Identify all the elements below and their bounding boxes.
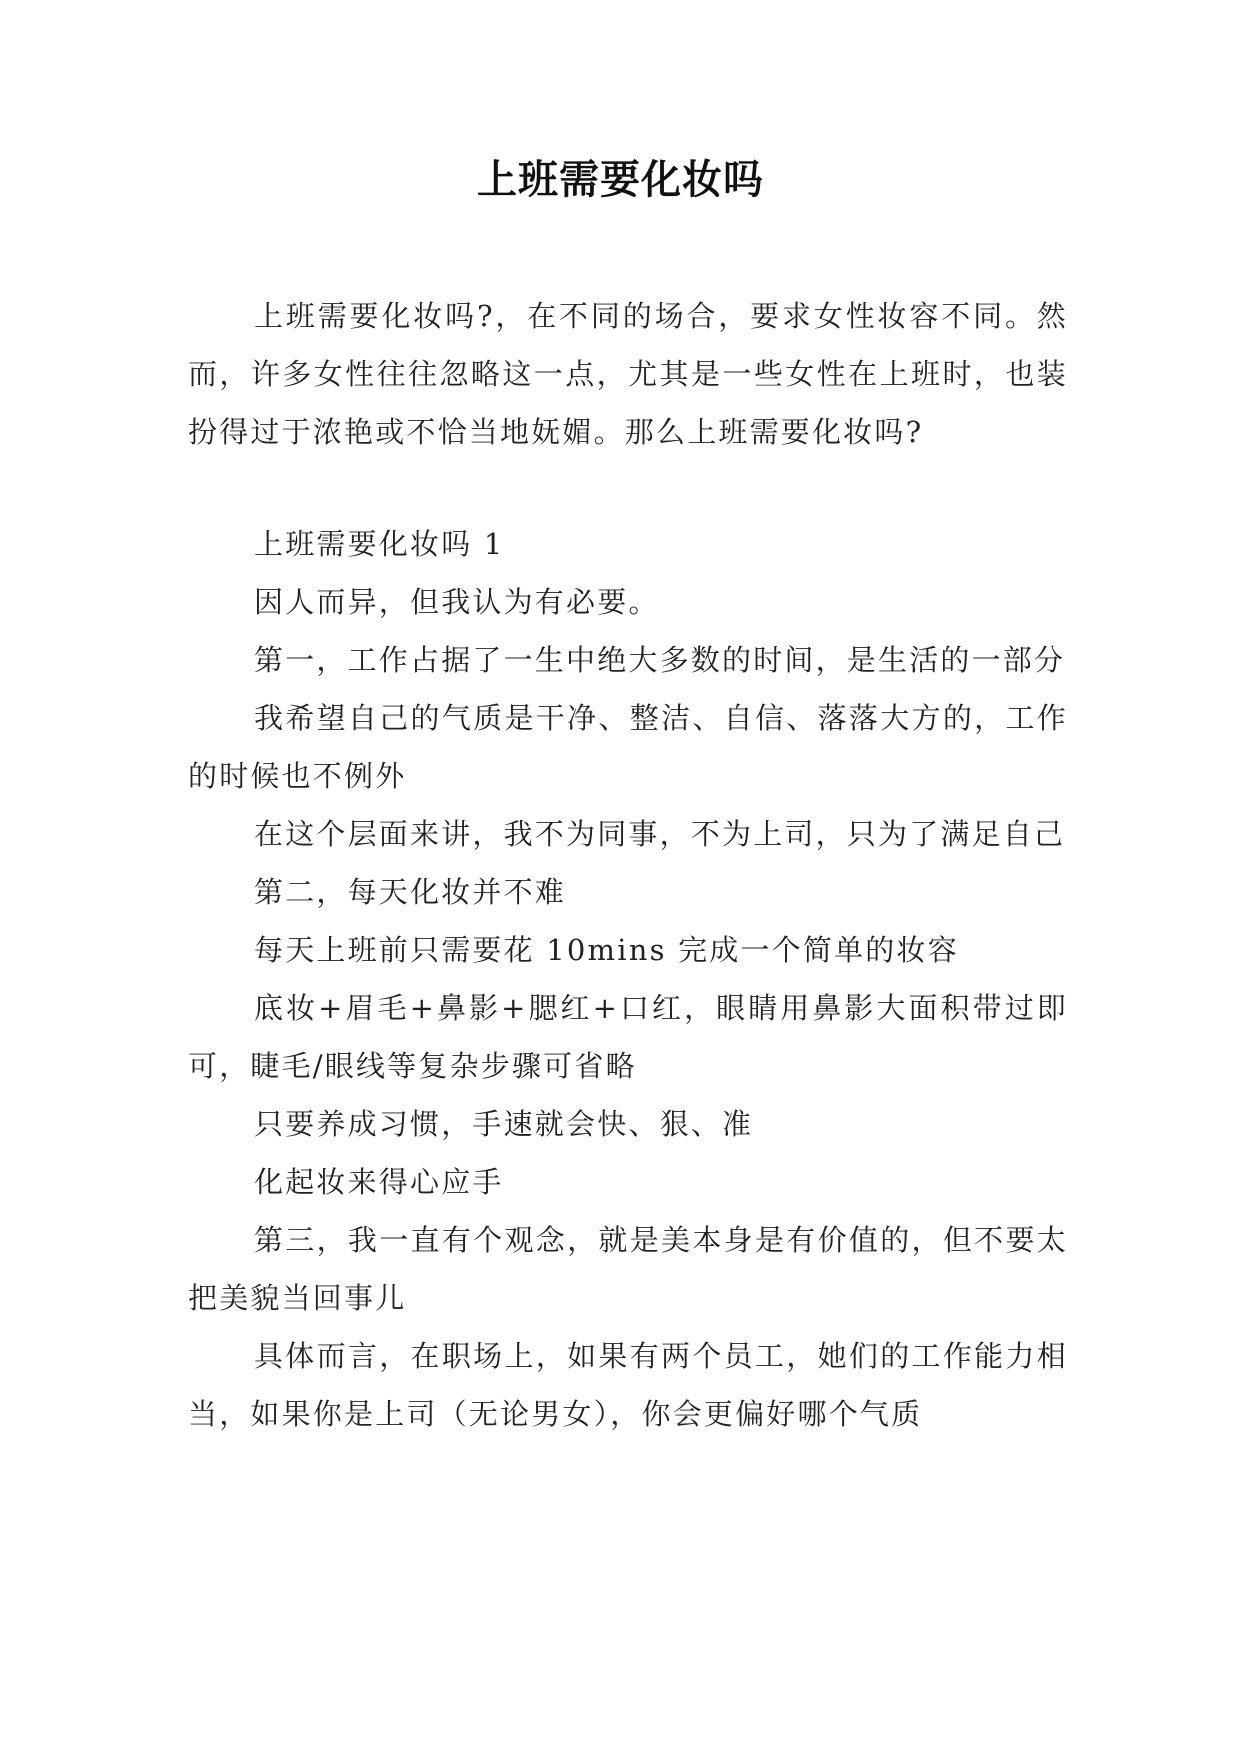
paragraph: 我希望自己的气质是干净、整洁、自信、落落大方的，工作的时候也不例外 (188, 701, 1068, 793)
paragraph: 在这个层面来讲，我不为同事，不为上司，只为了满足自己 (254, 817, 1066, 851)
intro-section (188, 287, 1068, 461)
paragraph: 只要养成习惯，手速就会快、狠、准 (254, 1107, 754, 1141)
paragraph: 第二，每天化妆并不难 (254, 875, 567, 909)
document-title: 上班需要化妆吗 (477, 157, 764, 203)
paragraph: 化起妆来得心应手 (254, 1165, 504, 1199)
paragraph: 具体而言，在职场上，如果有两个员工，她们的工作能力相当，如果你是上司（无论男女），你会更偏好哪个气质 (188, 1339, 1068, 1431)
content-section (188, 515, 1068, 1443)
paragraph: 底妆+眉毛+鼻影+腮红+口红，眼睛用鼻影大面积带过即可，睫毛/眼线等复杂步骤可省略 (188, 991, 1068, 1083)
paragraph: 每天上班前只需要花 10mins 完成一个简单的妆容 (254, 933, 959, 967)
paragraph: 第三，我一直有个观念，就是美本身是有价值的，但不要太把美貌当回事儿 (188, 1223, 1068, 1315)
paragraph: 第一，工作占据了一生中绝大多数的时间，是生活的一部分 (254, 643, 1066, 677)
intro-paragraph: 上班需要化妆吗?，在不同的场合，要求女性妆容不同。然而，许多女性往往忽略这一点，尤其是一些女性在上班时，也装扮得过于浓艳或不恰当地妩媚。那么上班需要化妆吗? (188, 299, 1068, 449)
paragraph: 因人而异，但我认为有必要。 (254, 585, 660, 619)
section-heading: 上班需要化妆吗 1 (254, 527, 505, 561)
